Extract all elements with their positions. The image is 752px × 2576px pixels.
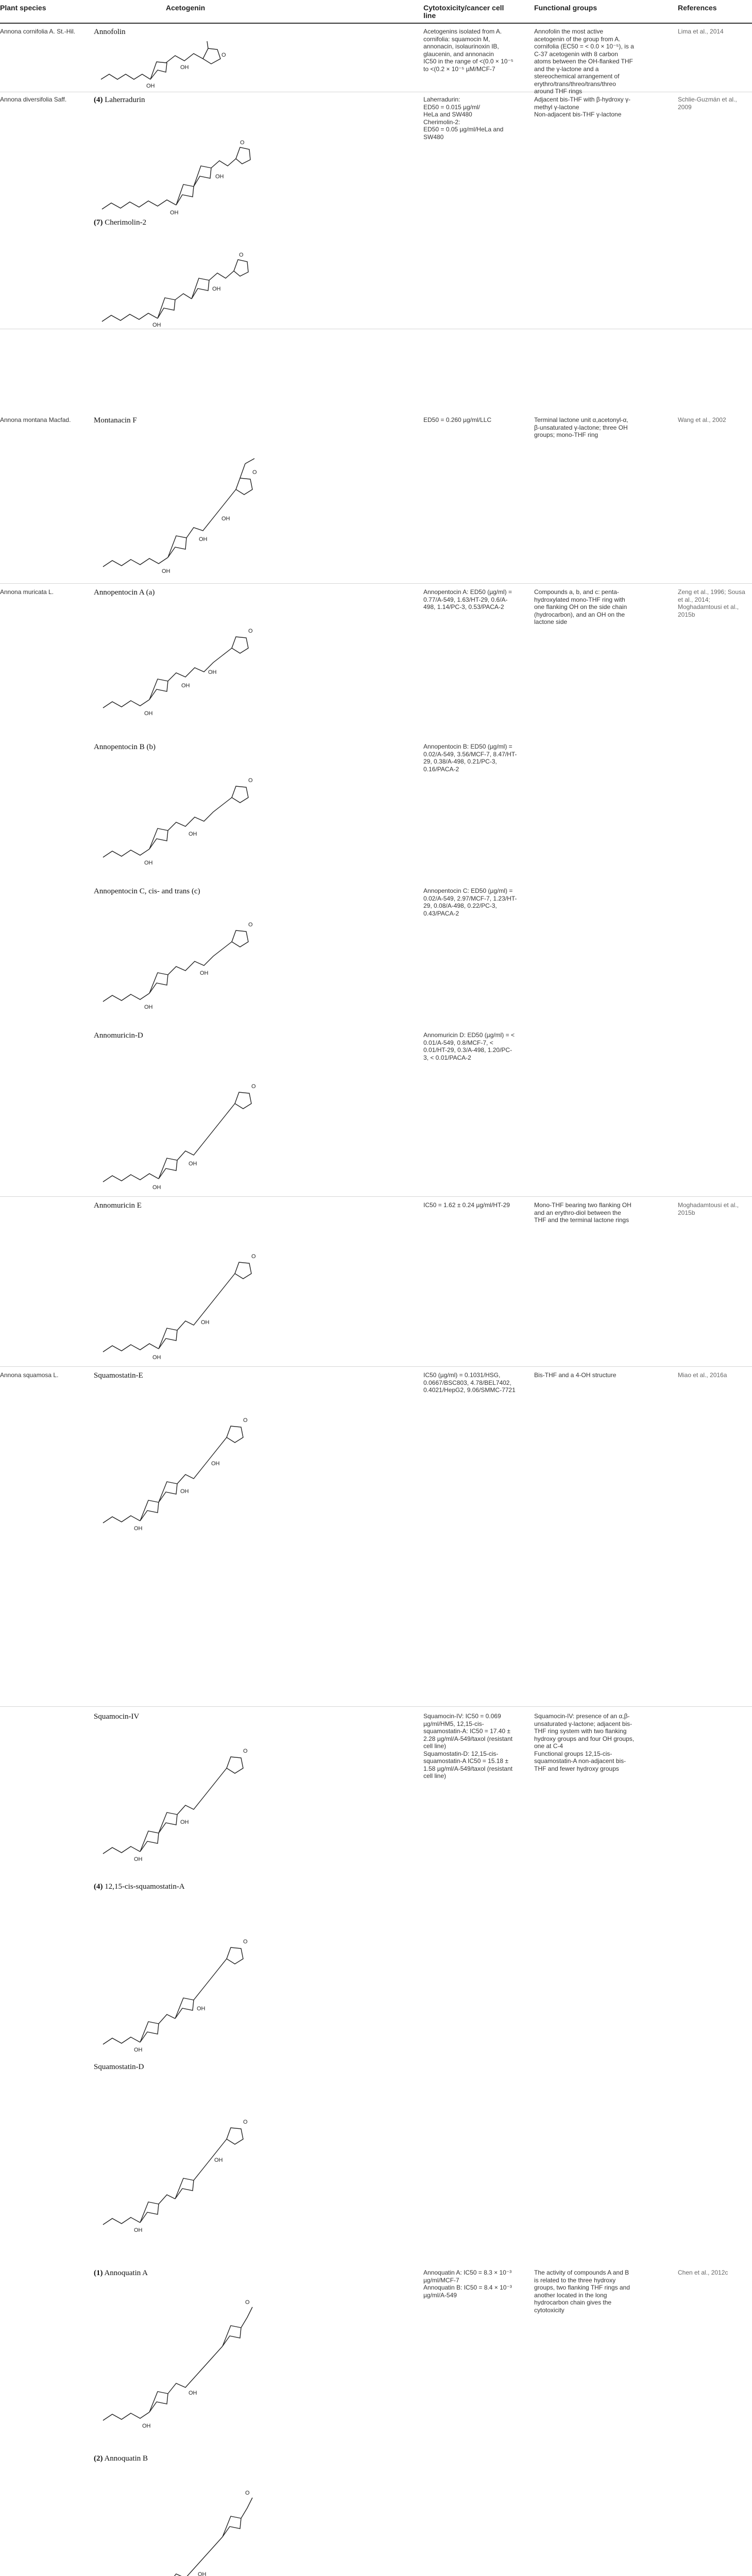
svg-text:O: O	[243, 2119, 248, 2125]
svg-text:O: O	[221, 52, 226, 58]
cytotoxicity-cell: Annopentocin A: ED50 (µg/ml) = 0.77/A-549, 1.63/HT-29, 0.6/A-498, 1.14/PC-3, 0.53/PACA-2	[423, 588, 512, 611]
functional-groups-cell: Bis-THF and a 4-OH structure	[534, 1371, 617, 1379]
svg-text:O: O	[251, 1083, 256, 1090]
cytotoxicity-cell: Laherradurin: ED50 = 0.015 µg/ml/ HeLa and SW480 Cherimolin-2: ED50 = 0.05 µg/ml/HeLa and SW480	[423, 96, 504, 141]
functional-groups-cell: Mono-THF bearing two flanking OH and an erythro-diol between the THF and the terminal lactone rings	[534, 1201, 631, 1224]
svg-text:OH: OH	[212, 286, 221, 292]
svg-text:OH: OH	[152, 322, 161, 327]
species-cell: Annona montana Macfad.	[0, 416, 71, 423]
header-functional-groups: Functional groups	[534, 4, 597, 12]
svg-text:O: O	[248, 922, 253, 928]
cytotoxicity-cell: Annopentocin B: ED50 (µg/ml) = 0.02/A-549, 3.56/MCF-7, 8.47/HT-29, 0.38/A-498, 0.21/PC-3, 0.16/PACA-2	[423, 743, 517, 773]
structure-annofolin	[98, 38, 232, 90]
functional-groups-cell: Compounds a, b, and c: penta-hydroxylated mono-THF ring with one flanking OH on the side chain (hydrocarbon), and an OH on the lactone side	[534, 588, 627, 625]
svg-text:O: O	[245, 2299, 250, 2306]
acetogenin-name: (1) Annoquatin A	[94, 2269, 148, 2277]
species-cell: Annona muricata L.	[0, 588, 54, 596]
functional-groups-cell: Terminal lactone unit α,acetonyl-α, β-unsaturated γ-lactone; three OH groups; mono-THF ring	[534, 416, 628, 438]
header-acetogenin: Acetogenin	[166, 4, 206, 12]
acetogenin-name: Squamostatin-D	[94, 2063, 144, 2071]
svg-text:OH: OH	[189, 2390, 197, 2396]
cytotoxicity-cell: Squamocin-IV: IC50 = 0.069 µg/ml/HM5, 12,15-cis-squamostatin-A: IC50 = 17.40 ± 2.28 µg/ml/A-549/taxol (resistant cell line) Squamostatin-D: 12,15-cis-squamostatin-A IC50 = 15.18 ± 1.58 µg/ml/A-549/taxol (resistant cell line)	[423, 1713, 512, 1780]
cytotoxicity-cell: Annopentocin C: ED50 (µg/ml) = 0.02/A-549, 2.97/MCF-7, 1.23/HT-29, 0.08/A-498, 0.22/PC-3, 0.43/PACA-2	[423, 887, 517, 917]
structure-annoquatin-a	[98, 2280, 263, 2430]
svg-text:OH: OH	[180, 1488, 189, 1495]
cytotoxicity-cell: ED50 = 0.260 µg/ml/LLC	[423, 416, 491, 423]
svg-text:OH: OH	[189, 1161, 197, 1167]
svg-text:OH: OH	[146, 83, 155, 89]
species-cell: Annona squamosa L.	[0, 1371, 59, 1379]
svg-text:O: O	[243, 1748, 248, 1754]
structure-annopentocin-c	[98, 897, 263, 1011]
structure-annomuricin-d	[98, 1042, 263, 1191]
acetogenin-name: Annomuricin-D	[94, 1031, 143, 1040]
structure-montanacin-f	[98, 428, 263, 577]
svg-text:O: O	[243, 1417, 248, 1423]
svg-text:OH: OH	[170, 210, 179, 214]
svg-text:OH: OH	[221, 516, 230, 522]
cytotoxicity-cell: Annomuricin D: ED50 (µg/ml) = < 0.01/A-549, 0.8/MCF-7, < 0.01/HT-29, 0.3/A-498, 1.20/PC-3, < 0.01/PACA-2	[423, 1031, 515, 1061]
svg-text:OH: OH	[142, 2423, 151, 2429]
table-header	[0, 0, 752, 24]
svg-text:OH: OH	[211, 1461, 220, 1467]
svg-text:OH: OH	[198, 2571, 207, 2576]
acetogenin-name: Annofolin	[94, 28, 126, 36]
acetogenin-name: Annopentocin A (a)	[94, 588, 155, 597]
svg-text:OH: OH	[180, 64, 189, 71]
structure-annoquatin-b	[98, 2466, 263, 2576]
svg-text:OH: OH	[162, 568, 170, 574]
svg-text:OH: OH	[134, 1526, 143, 1532]
svg-text:OH: OH	[214, 2157, 223, 2163]
svg-text:O: O	[245, 2490, 250, 2496]
svg-text:O: O	[243, 1939, 248, 1945]
svg-text:OH: OH	[181, 683, 190, 689]
row-divider	[0, 1196, 752, 1197]
svg-text:OH: OH	[144, 710, 153, 717]
structure-12-15-cis-squamostatin-a	[98, 1894, 263, 2054]
acetogenin-name: Annopentocin B (b)	[94, 743, 156, 751]
svg-text:OH: OH	[144, 1004, 153, 1010]
svg-text:O: O	[248, 628, 253, 634]
cytotoxicity-cell: Annoquatin A: IC50 = 8.3 × 10⁻³ µg/ml/MCF-7 Annoquatin B: IC50 = 8.4 × 10⁻³ µg/ml/A-549	[423, 2269, 512, 2299]
structure-squamostatin-e	[98, 1383, 263, 1532]
functional-groups-cell: Adjacent bis-THF with β-hydroxy γ-methyl γ-lactone Non-adjacent bis-THF γ-lactone	[534, 96, 630, 118]
acetogenin-name: (4) Laherradurin	[94, 96, 145, 104]
svg-text:OH: OH	[144, 860, 153, 866]
structure-squamostatin-d	[98, 2074, 263, 2234]
acetogenin-name: (7) Cherimolin-2	[94, 218, 147, 227]
row-divider	[0, 1366, 752, 1367]
acetogenin-name: Squamostatin-E	[94, 1371, 143, 1380]
svg-text:OH: OH	[200, 970, 209, 976]
cytotoxicity-cell: IC50 (µg/ml) = 0.1031/HSG, 0.0667/BSC803, 4.78/BEL7402, 0.4021/HepG2, 9.06/SMMC-7721	[423, 1371, 516, 1394]
reference-cell: Moghadamtousi et al., 2015b	[678, 1201, 739, 1216]
svg-text:OH: OH	[189, 831, 197, 837]
svg-text:O: O	[252, 469, 257, 476]
cytotoxicity-cell: IC50 = 1.62 ± 0.24 µg/ml/HT-29	[423, 1201, 510, 1209]
acetogenin-name: Montanacin F	[94, 416, 137, 425]
reference-cell: Wang et al., 2002	[678, 416, 726, 423]
structure-squamocin-iv	[98, 1724, 263, 1863]
svg-text:OH: OH	[152, 1354, 161, 1361]
structure-cherimolin-2	[98, 229, 252, 327]
cytotoxicity-cell: Acetogenins isolated from A. cornifolia: squamocin M, annonacin, isolaurinoxin IB, glaucenin, and annonacin IC50 in the range of <(0.0 × 10⁻⁵ to <(0.2 × 10⁻⁵ µM/MCF-7	[423, 28, 514, 73]
svg-text:OH: OH	[215, 174, 224, 180]
svg-text:OH: OH	[201, 1319, 210, 1326]
svg-text:OH: OH	[197, 2006, 206, 2012]
species-cell: Annona cornifolia A. St.-Hil.	[0, 28, 76, 35]
acetogenin-name: Annomuricin E	[94, 1201, 142, 1210]
acetogenin-name: (2) Annoquatin B	[94, 2454, 148, 2463]
svg-text:O: O	[239, 252, 244, 258]
svg-text:OH: OH	[180, 1819, 189, 1825]
row-divider	[0, 1706, 752, 1707]
structure-laherradurin	[98, 106, 252, 214]
svg-text:OH: OH	[152, 1184, 161, 1191]
structure-annomuricin-e	[98, 1212, 263, 1361]
species-cell: Annona diversifolia Saff.	[0, 96, 67, 103]
functional-groups-cell: Annofolin the most active acetogenin of the group from A. cornifolia (EC50 = < 0.0 × 10⁻⁵), is a C-37 acetogenin with 8 carbon atoms between the OH-flanked THF and the γ-lactone and a stereochemical arrangement of erythro/trans/threo/trans/threo around THF rings	[534, 28, 634, 95]
svg-text:OH: OH	[199, 536, 208, 543]
svg-text:O: O	[240, 140, 245, 146]
functional-groups-cell: The activity of compounds A and B is related to the three hydroxy groups, two flanking THF rings and another located in the long hydrocarbon chain gives the cytotoxicity	[534, 2269, 630, 2314]
header-references: References	[678, 4, 717, 12]
reference-cell: Miao et al., 2016a	[678, 1371, 727, 1379]
functional-groups-cell: Squamocin-IV: presence of an α,β-unsaturated γ-lactone; adjacent bis-THF ring system with two flanking hydroxy groups and four OH groups, one at C-4 Functional groups 12,15-cis-squamostatin-A non-adjacent bis-THF and fewer hydroxy groups	[534, 1713, 635, 1772]
reference-cell: Zeng et al., 1996; Sousa et al., 2014; Moghadamtousi et al., 2015b	[678, 588, 745, 618]
svg-text:OH: OH	[134, 1856, 143, 1862]
header-plant-species: Plant species	[0, 4, 46, 12]
svg-text:O: O	[248, 777, 253, 784]
svg-text:O: O	[251, 1253, 256, 1260]
structure-annopentocin-b	[98, 753, 263, 867]
acetogenin-name: (4) 12,15-cis-squamostatin-A	[94, 1883, 185, 1891]
svg-text:OH: OH	[134, 2227, 143, 2233]
header-cytotoxicity: Cytotoxicity/cancer cell line	[423, 4, 504, 20]
svg-text:OH: OH	[208, 669, 217, 675]
svg-text:OH: OH	[134, 2047, 143, 2053]
reference-cell: Lima et al., 2014	[678, 28, 724, 35]
reference-cell: Chen et al., 2012c	[678, 2269, 728, 2276]
row-divider	[0, 583, 752, 584]
acetogenin-name: Annopentocin C, cis- and trans (c)	[94, 887, 200, 895]
reference-cell: Schlie-Guzmán et al., 2009	[678, 96, 737, 111]
acetogenin-name: Squamocin-IV	[94, 1713, 140, 1721]
structure-annopentocin-a	[98, 599, 263, 717]
